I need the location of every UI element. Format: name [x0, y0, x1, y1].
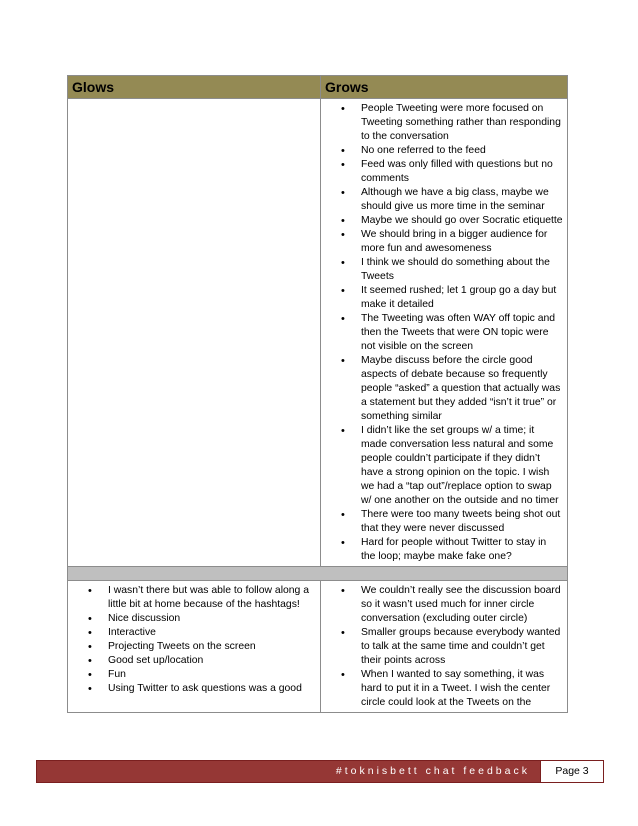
grows-list-2: [321, 581, 567, 712]
grows-list-1: [321, 99, 567, 566]
list-item: • I wasn’t there but was able to follow along a little bit at home because of the hashtags!: [76, 584, 316, 612]
list-item: • Hard for people without Twitter to stay in the loop; maybe make fake one?: [329, 536, 563, 564]
grows-cell-2: [321, 581, 567, 712]
list-item: • The Tweeting was often WAY off topic and then the Tweets that were ON topic were not visible on the screen: [329, 312, 563, 354]
glows-list-1: [68, 99, 320, 104]
list-item: • Feed was only filled with questions but no comments: [329, 158, 563, 186]
table-header-row: [68, 76, 567, 99]
table-row: [68, 99, 567, 567]
grows-header: Grows: [325, 79, 369, 95]
grows-cell-1: [321, 99, 567, 566]
list-item: • We couldn’t really see the discussion board so it wasn’t used much for inner circle conversation (excluding outer circle): [329, 584, 563, 626]
list-item: • Using Twitter to ask questions was a good: [76, 682, 316, 696]
list-item: • I didn’t like the set groups w/ a time; it made conversation less natural and some people couldn’t participate if they didn’t have a strong opinion on the topic. I wish we had a “tap out”/replace option to swap w/ one another on the outside and no timer: [329, 424, 563, 508]
list-item: • Nice discussion: [76, 612, 316, 626]
table-row: [68, 581, 567, 712]
table-separator-row: [68, 567, 567, 581]
glows-cell-1: [68, 99, 321, 566]
list-item: • It seemed rushed; let 1 group go a day but make it detailed: [329, 284, 563, 312]
list-item: • Interactive: [76, 626, 316, 640]
list-item: • Although we have a big class, maybe we should give us more time in the seminar: [329, 186, 563, 214]
list-item: • People Tweeting were more focused on Tweeting something rather than responding to the conversation: [329, 102, 563, 144]
feedback-table: [67, 75, 568, 713]
list-item: • We should bring in a bigger audience for more fun and awesomeness: [329, 228, 563, 256]
glows-header: Glows: [68, 76, 321, 98]
page-footer: [36, 760, 604, 783]
glows-cell-2: [68, 581, 321, 712]
list-item: • When I wanted to say something, it was hard to put it in a Tweet. I wish the center circle could look at the Tweets on the: [329, 668, 563, 710]
list-item: • Good set up/location: [76, 654, 316, 668]
list-item: • No one referred to the feed: [329, 144, 563, 158]
list-item: • Smaller groups because everybody wanted to talk at the same time and couldn’t get their points across: [329, 626, 563, 668]
glows-list-2: [68, 581, 320, 698]
list-item: • Projecting Tweets on the screen: [76, 640, 316, 654]
list-item: • Fun: [76, 668, 316, 682]
list-item: • Maybe discuss before the circle good aspects of debate because so frequently people “asked” a question that actually was a statement but they added “isn’t it true” or something similar: [329, 354, 563, 424]
footer-hashtag: #toknisbett chat feedback: [37, 761, 540, 782]
list-item: • I think we should do something about the Tweets: [329, 256, 563, 284]
page-number: Page 3: [540, 761, 603, 782]
list-item: • Maybe we should go over Socratic etiquette: [329, 214, 563, 228]
list-item: • There were too many tweets being shot out that they were never discussed: [329, 508, 563, 536]
